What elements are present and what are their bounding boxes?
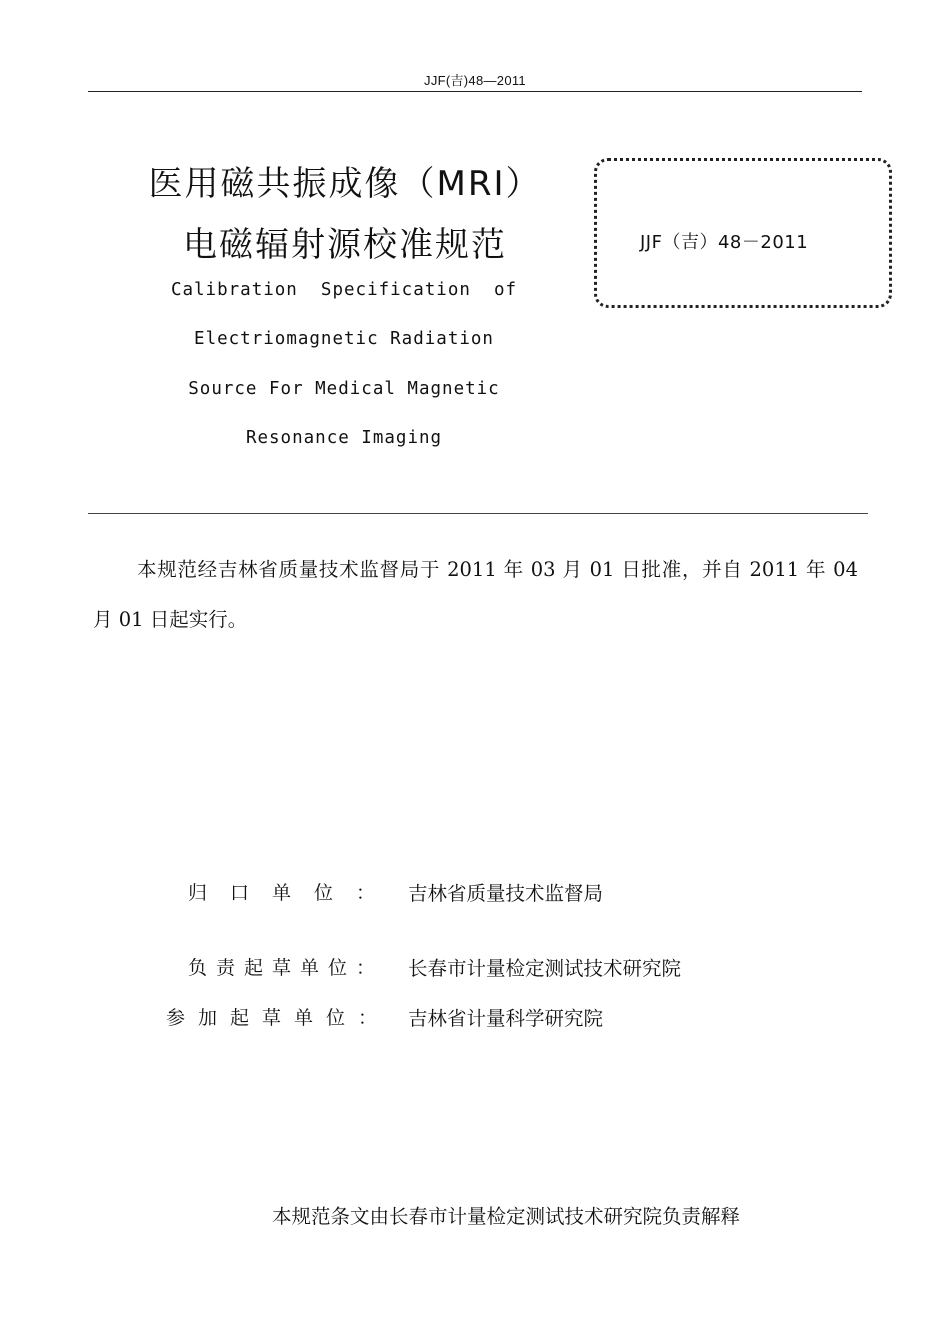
english-title-line-3: Source For Medical Magnetic	[188, 379, 500, 399]
org-value-centralized-unit: 吉林省质量技术监督局	[408, 882, 604, 905]
chinese-title-line-1: 医用磁共振成像（MRI）	[148, 164, 542, 204]
english-title-line-1: Calibration Specification of	[170, 280, 518, 300]
org-label-centralized-unit: 归口单位：	[188, 882, 399, 904]
section-divider	[88, 513, 868, 514]
org-value-drafting-unit: 长春市计量检定测试技术研究院	[408, 957, 682, 980]
org-label-participating-unit: 参加起草单位：	[166, 1007, 391, 1029]
english-title-line-4: Resonance Imaging	[245, 428, 443, 448]
english-title-line-2: Electriomagnetic Radiation	[194, 329, 494, 349]
org-value-participating-unit: 吉林省计量科学研究院	[408, 1007, 604, 1030]
header-divider	[88, 91, 862, 92]
approval-statement: 本规范经吉林省质量技术监督局于 2011 年 03 月 01 日批准，并自 2011 年 04 月 01 日起实行。	[93, 558, 858, 631]
document-code: JJF（吉）48－2011	[640, 232, 809, 253]
interpretation-note: 本规范条文由长春市计量检定测试技术研究院负责解释	[271, 1205, 740, 1228]
chinese-title-line-2: 电磁辐射源校准规范	[183, 225, 507, 265]
running-header-code: JJF(吉)48—2011	[424, 73, 526, 88]
org-label-drafting-unit: 负责起草单位：	[188, 957, 385, 979]
